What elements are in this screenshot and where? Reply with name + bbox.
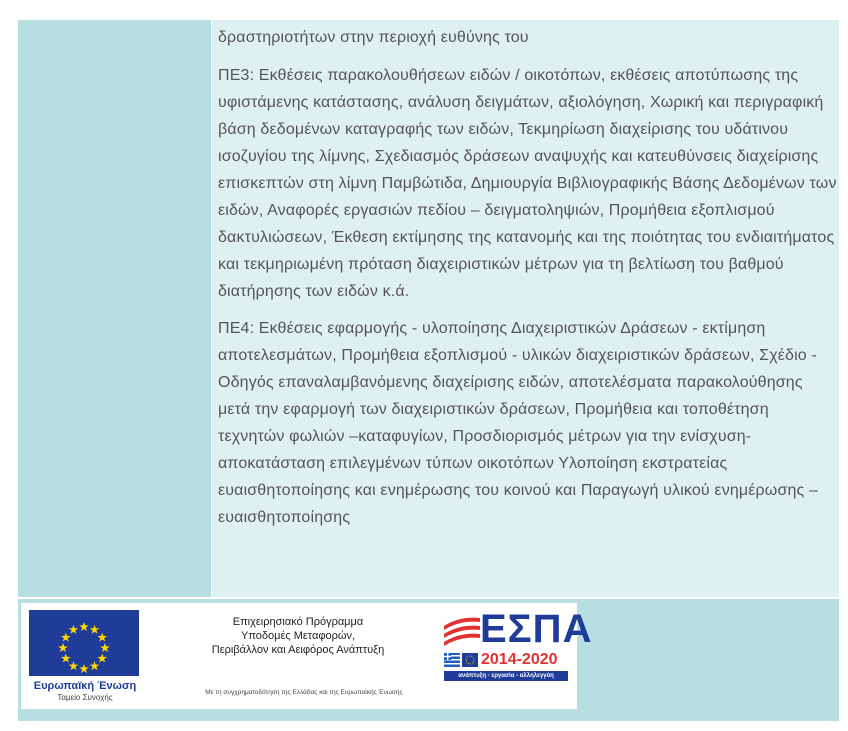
- programme-line-3: Περιβάλλον και Αειφόρος Ανάπτυξη: [211, 644, 385, 656]
- espa-logo: [442, 607, 593, 690]
- eu-title: Ευρωπαϊκή Ένωση: [33, 680, 137, 692]
- programme-line-1: Επιχειρησιακό Πρόγραμμα: [232, 616, 364, 628]
- deliverables-text: [218, 24, 838, 541]
- operational-programme-name: [183, 615, 413, 657]
- document-table: [18, 20, 839, 721]
- funding-logos-banner: [21, 603, 593, 709]
- eu-fund-name: Ταμείο Συνοχής: [57, 693, 113, 702]
- paragraph-pe3: ΠΕ3: Εκθέσεις παρακολουθήσεων ειδών / οικοτόπων, εκθέσεις αποτύπωσης της υφιστάμενης κατάστασης, ανάλυση δειγμάτων, αξιολόγηση, Χωρική και περιγραφική βάση δεδομένων καταγραφής των ειδών, Τεκμηρίωση διαχείρισης του υδάτινου ισοζυγίου της λίμνης, Σχεδιασμός δράσεων αναψυχής και κατευθύνσεις διαχείρισης επισκεπτών στη λίμνη Παμβώτιδα, Δημιουργία Βιβλιογραφικής Βάσης Δεδομένων των ειδών, Αναφορές εργασιών πεδίου – δειγματοληψιών, Προμήθεια εξοπλισμού δακτυλιώσεων, Έκθεση εκτίμησης της κατανομής και της ποιότητας του ενδιαιτήματος και τεκμηριωμένη πρόταση διαχειριστικών μέτρων για τη βελτίωση του βαθμού διατήρησης των ειδών κ.ά.: [218, 67, 837, 300]
- table-left-cell: [18, 20, 212, 597]
- espa-wordmark: ΕΣΠΑ: [480, 607, 593, 651]
- paragraph-pe4: ΠΕ4: Εκθέσεις εφαρμογής - υλοποίησης Διαχειριστικών Δράσεων - εκτίμηση αποτελεσμάτων, Προμήθεια εξοπλισμού - υλικών διαχειριστικών δράσεων, Σχέδιο - Οδηγός επαναλαμβανόμενης διαχείρισης ειδών, αποτελέσματα παρακολούθησης μετά την εφαρμογή των διαχειριστικών δράσεων, Προμήθεια και τοποθέτηση τεχνητών φωλιών –καταφυγίων, Προσδιορισμός μέτρων για την ενίσχυση-αποκατάσταση επιλεγμένων τύπων οικοτόπων Υλοποίηση εκστρατείας ευαισθητοποίησης και ενημέρωσης του κοινού και Παραγωγή υλικού ενημέρωσης –ευαισθητοποίησης: [218, 320, 819, 526]
- espa-tagline: ανάπτυξη - εργασία - αλληλεγγύη: [444, 671, 568, 681]
- espa-swoosh-icon: [442, 610, 482, 652]
- programme-line-2: Υποδομές Μεταφορών,: [241, 630, 355, 642]
- cofinance-note: Με τη συγχρηματοδότηση της Ελλάδας και της Ευρωπαϊκής Ένωσης: [205, 689, 403, 696]
- funding-logos-row: [18, 599, 839, 721]
- paragraph-continuation: δραστηριοτήτων στην περιοχή ευθύνης του: [218, 29, 529, 46]
- eu-stars: [29, 610, 139, 676]
- eu-flag-icon: [29, 610, 139, 676]
- espa-years: 2014-2020: [481, 651, 558, 668]
- greek-eu-flags-icon: [444, 653, 478, 667]
